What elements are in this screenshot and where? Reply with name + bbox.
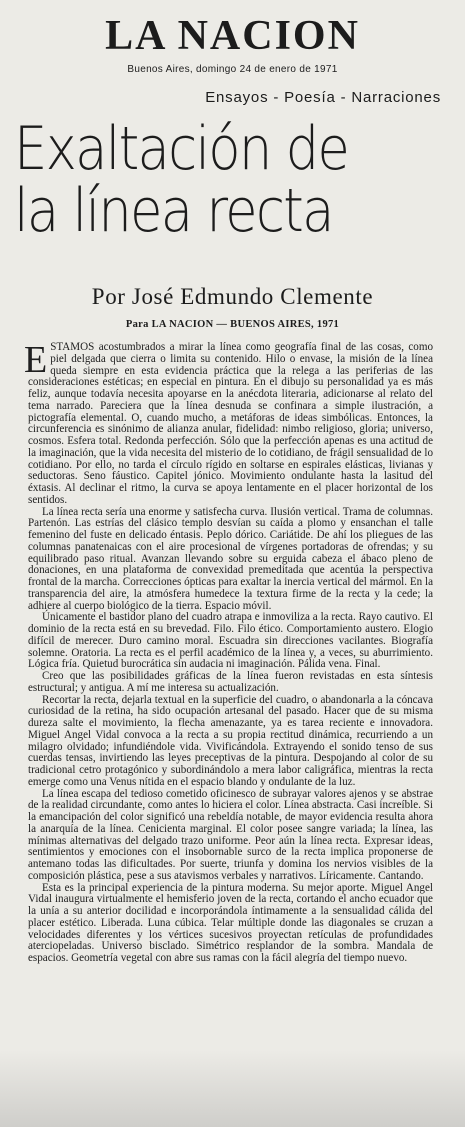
headline-line-2: la línea recta	[14, 176, 333, 246]
headline	[14, 114, 454, 246]
dateline: Buenos Aires, domingo 24 de enero de 1971	[127, 64, 338, 75]
paragraph-text: STAMOS acostumbrados a mirar la línea como geografía final de las cosas, como piel delgada que cierra o limita su contenido. Hilo o envase, la misión de la línea queda siempre en esta evidencia práctica que la relega a las periferias de las consideraciones estéticas; en especial en pintura. En el dibujo su personalidad ya es más feliz, aunque todavía necesita apoyarse en la anécdota literaria, adicionarse al relato del tema narrado. Pareciera que la línea desnuda se confinara a simple ilustración, a pictografía elemental. O, cuando mucho, a metáforas de ideas simbólicas. Entonces, la circunferencia es sinónimo de alianza anular, fidelidad: nimbo religioso, gloria; universo, cosmos. Esfera total. Redonda perfección. Sólo que la perfección apenas es una actitud de la imaginación, que la vida necesita del misterio de lo cotidiano, de frágil sensualidad de lo cotidiano. Por ello, no tarda el círculo rígido en soltarse en espirales elásticas, livianas y seductoras. Seno fáustico. Capitel jónico. Movimiento ondulante hasta la lasitud del éxtasis. Al declinar el ritmo, la curva se apoya lentamente en el placer horizontal de los sentidos.	[28, 341, 433, 506]
byline: Por José Edmundo Clemente	[91, 284, 374, 309]
article-paragraph: Creo que las posibilidades gráficas de la línea fueron revistadas en esta síntesis estructural; y antigua. A mí me interesa su actualización.	[28, 670, 433, 694]
drop-cap: E	[24, 339, 48, 381]
credit-line: Para LA NACION — BUENOS AIRES, 1971	[125, 319, 340, 330]
section-label: Ensayos - Poesía - Narraciones	[205, 89, 441, 106]
article-paragraph	[24, 339, 433, 507]
headline-line-1: Exaltación de	[14, 114, 349, 184]
article-body	[24, 339, 433, 1122]
article-paragraph: La línea escapa del tedioso cometido oficinesco de subrayar valores ajenos y se abstrae de la realidad circundante, como antes lo hiciera el color. Línea abstracta. Casi increíble. Si la emancipación del color significó una rebeldía notable, de mayor evidencia resulta ahora la anarquía de la línea. Cenicienta marginal. El color posee sangre variada; la línea, las mínimas alternativas del delgado trazo uniforme. Peor aún la línea recta. Expresar ideas, sentimientos y emociones con el insobornable surco de la recta implica proponerse de antemano todas las dificultades. Por suerte, triunfa y domina los nervios visibles de la composición plástica, pese a sus atavismos verbales y narrativos. Líricamente. Cantando.	[28, 787, 433, 882]
article-paragraph: Esta es la principal experiencia de la pintura moderna. Su mejor aporte. Miguel Angel Vidal inaugura virtualmente el hemisferio joven de la recta, cortando el ancho ecuador que la unía a su anterior docilidad e incorporándola íntimamente a la sensualidad cálida del placer estético. Liberada. Luna cúbica. Telar múltiple donde las diagonales se cruzan a velocidades diferentes y los vértices sucesivos proyectan retículas de profundidades aterciopeladas. Universo bisclado. Simétrico resplandor de la sombra. Mandala de espacios. Geometría vegetal con abre sus ramas con la fácil alegría del tiempo nuevo.	[28, 881, 433, 964]
article-paragraph: Recortar la recta, dejarla textual en la superficie del cuadro, o abandonarla a la cóncava curiosidad de la retina, ha sido ocupación artesanal del pasado. Hacer que de su misma dureza salte el movimiento, la flecha amenazante, ya es tarea reciente e innovadora. Miguel Angel Vidal convoca a la recta a su propia rectitud dinámica, recurriendo a un milagro olvidado; infundiéndole vida. Vivificándola. Extrayendo el sonido tenso de sus cuerdas tensas, invirtiendo las leyes preceptivas de la pintura. Despojando al color de su tradicional cetro protagónico y subordinándolo a mera labor caligráfica, mientras la recta emerge como una Venus nítida en el espacio blando y ondulante de la luz.	[28, 693, 433, 788]
article-paragraph: La línea recta sería una enorme y satisfecha curva. Ilusión vertical. Trama de columnas. Partenón. Las estrías del clásico templo desvían su caída a plomo y ensanchan el talle femenino del fuste en delicado éntasis. Peplo dórico. Cariátide. De ahí los pliegues de las columnas panatenaicas con el aire procesional de vírgenes portadoras de ofrendas; y su equilibrado paso ritual. Avanzan llevando sobre su erguida cabeza el ábaco pleno de donaciones, en una plataforma de convexidad premeditada que acentúa la perspectiva frontal de la marcha. Correcciones ópticas para exaltar la inercia vertical del mármol. En la transparencia del aire, la atmósfera humedece la textura firme de la recta y la cede; la adhiere al cuerpo biológico de la tierra. Espacio móvil.	[28, 505, 433, 612]
masthead: LA NACION	[105, 13, 360, 59]
article-paragraph: Únicamente el bastidor plano del cuadro atrapa e inmoviliza a la recta. Rayo cautivo. El dominio de la recta está en su brevedad. Filo. Filo ético. Comportamiento austero. Elogio difícil de merecer. Duro camino moral. Escuadra sin direcciones vacilantes. Biografía solemne. Oratoria. La recta es el perfil académico de la línea y, a veces, su aburrimiento. Lógica fría. Quietud burocrática sin audacia ni imaginación. Pálida vena. Final.	[28, 611, 433, 671]
